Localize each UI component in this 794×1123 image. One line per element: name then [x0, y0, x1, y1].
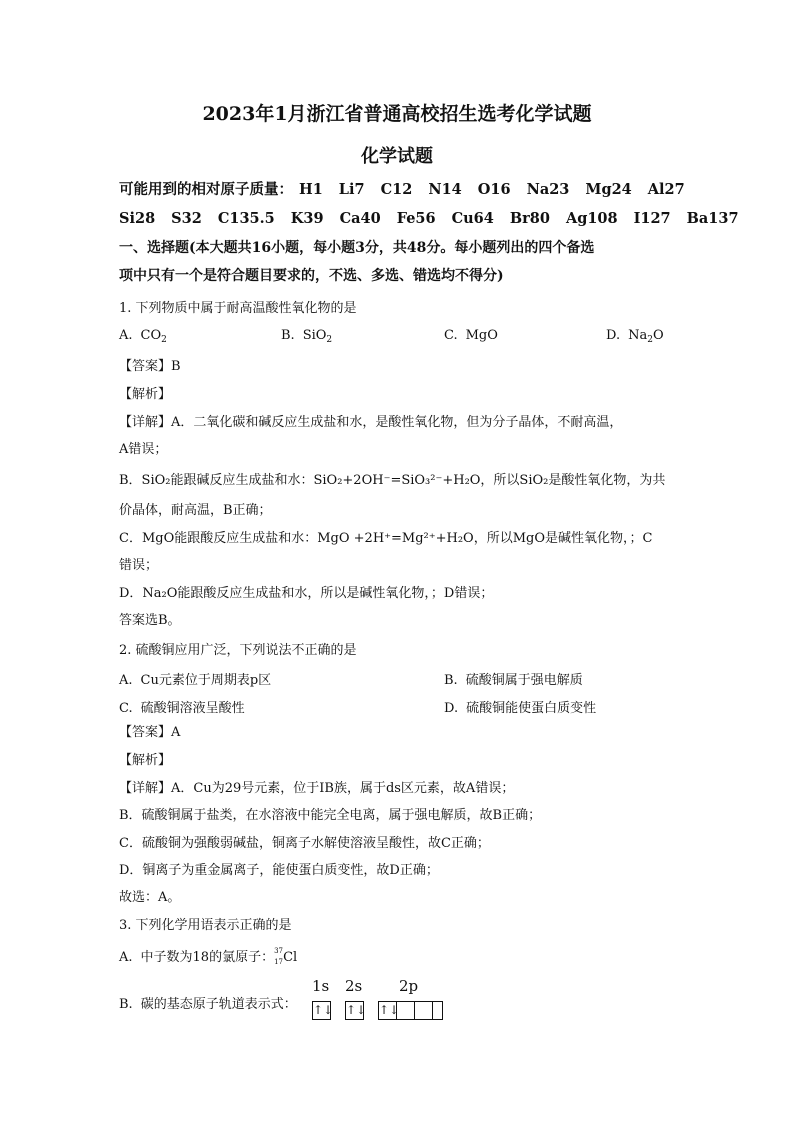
mass-item: H1 [299, 181, 323, 198]
orbital-label-2s: 2s [345, 977, 363, 995]
q2-option-b: B. 硫酸铜属于强电解质 [444, 673, 583, 688]
mass-item: Al27 [647, 181, 685, 198]
mass-item: Na23 [526, 181, 570, 198]
exam-title: 2023年1月浙江省普通高校招生选考化学试题 [202, 103, 592, 125]
mass-item: Mg24 [585, 181, 632, 198]
chlorine-nuclide: 37 17 Cl [274, 946, 298, 966]
q3-stem: 3. 下列化学用语表示正确的是 [119, 918, 292, 933]
q2-detail-line: B．硫酸铜属于盐类，在水溶液中能完全电离，属于强电解质，故B正确； [119, 808, 542, 823]
orbital-label-1s: 1s [312, 977, 330, 995]
q1-option-b: B. SiO$_2$ [281, 328, 333, 345]
q1-detail-line: C．MgO能跟酸反应生成盐和水：MgO +2H⁺=Mg²⁺+H₂O，所以MgO是碱性氧化物，；C [119, 531, 653, 546]
orbital-label-2p: 2p [399, 977, 419, 995]
q2-stem: 2. 硫酸铜应用广泛，下列说法不正确的是 [119, 643, 357, 658]
q1-detail-line: A错误； [119, 442, 168, 457]
mass-item: Ca40 [339, 210, 381, 227]
mass-item: Ba137 [686, 210, 739, 227]
q1-stem: 1. 下列物质中属于耐高温酸性氧化物的是 [119, 301, 357, 316]
q2-answer: 【答案】A [119, 725, 181, 740]
mass-item: K39 [290, 210, 324, 227]
q2-detail-line: C．硫酸铜为强酸弱碱盐，铜离子水解使溶液呈酸性，故C正确； [119, 836, 490, 851]
q1-option-c: C. MgO [444, 328, 498, 343]
q1-detail-line: 【详解】A．二氧化碳和碱反应生成盐和水，是酸性氧化物，但为分子晶体，不耐高温， [119, 415, 623, 430]
q1-detail-line: 错误； [119, 558, 159, 573]
mass-item: I127 [633, 210, 671, 227]
mass-item: S32 [171, 210, 202, 227]
q1-analysis-label: 【解析】 [119, 387, 172, 402]
q2-detail-line: 【详解】A．Cu为29号元素，位于IB族，属于ds区元素，故A错误； [119, 781, 515, 796]
q2-analysis-label: 【解析】 [119, 753, 172, 768]
q3-option-a: A. 中子数为18的氯原子： 37 17 Cl [119, 946, 298, 966]
mass-item: Fe56 [396, 210, 436, 227]
q1-detail-line: 答案选B。 [119, 613, 181, 628]
mass-item: C12 [380, 181, 413, 198]
q2-detail-line: D．铜离子为重金属离子，能使蛋白质变性，故D正确； [119, 863, 439, 878]
mass-item: Si28 [119, 210, 156, 227]
section-heading-line-2: 项中只有一个是符合题目要求的，不选、多选、错选均不得分) [119, 268, 504, 284]
atomic-mass-row-2 [119, 210, 739, 228]
orbital-box-2p-1: ↑↓ [378, 1001, 397, 1020]
q2-detail-line: 故选：A。 [119, 890, 181, 905]
exam-subtitle: 化学试题 [361, 146, 433, 167]
mass-item: O16 [477, 181, 511, 198]
q1-option-d: D. $Na_2O$ [606, 328, 664, 345]
orbital-box-2s: ↑↓ [345, 1001, 364, 1020]
orbital-box-1s: ↑↓ [312, 1001, 331, 1020]
mass-item: Ag108 [565, 210, 618, 227]
atomic-mass-label: 可能用到的相对原子质量： [119, 181, 293, 198]
q1-detail-line: D．Na₂O能跟酸反应生成盐和水，所以是碱性氧化物，；D错误； [119, 586, 494, 601]
q2-option-a: A. Cu元素位于周期表p区 [119, 673, 272, 688]
section-heading-line-1: 一、选择题(本大题共16小题，每小题3分，共48分。每小题列出的四个备选 [119, 240, 595, 256]
mass-item: C135.5 [217, 210, 275, 227]
mass-item: Cu64 [451, 210, 494, 227]
q1-answer: 【答案】B [119, 359, 181, 374]
q1-detail-line: B．SiO₂能跟碱反应生成盐和水：SiO₂+2OH⁻=SiO₃²⁻+H₂O，所以SiO₂是酸性氧化物，为共 [119, 473, 666, 488]
orbital-box-2p-2 [396, 1001, 415, 1020]
q3-option-b: B. 碳的基态原子轨道表示式： [119, 997, 297, 1012]
mass-item: Li7 [338, 181, 365, 198]
atomic-mass-row-1 [119, 181, 685, 199]
mass-item: N14 [428, 181, 462, 198]
q1-option-a: A. $CO_2$ [119, 328, 167, 345]
q2-option-d: D. 硫酸铜能使蛋白质变性 [444, 701, 597, 716]
mass-item: Br80 [509, 210, 550, 227]
q2-option-c: C. 硫酸铜溶液呈酸性 [119, 701, 245, 716]
q1-detail-line: 价晶体，耐高温，B正确； [119, 503, 272, 518]
orbital-box-2p-edge [427, 1001, 443, 1020]
